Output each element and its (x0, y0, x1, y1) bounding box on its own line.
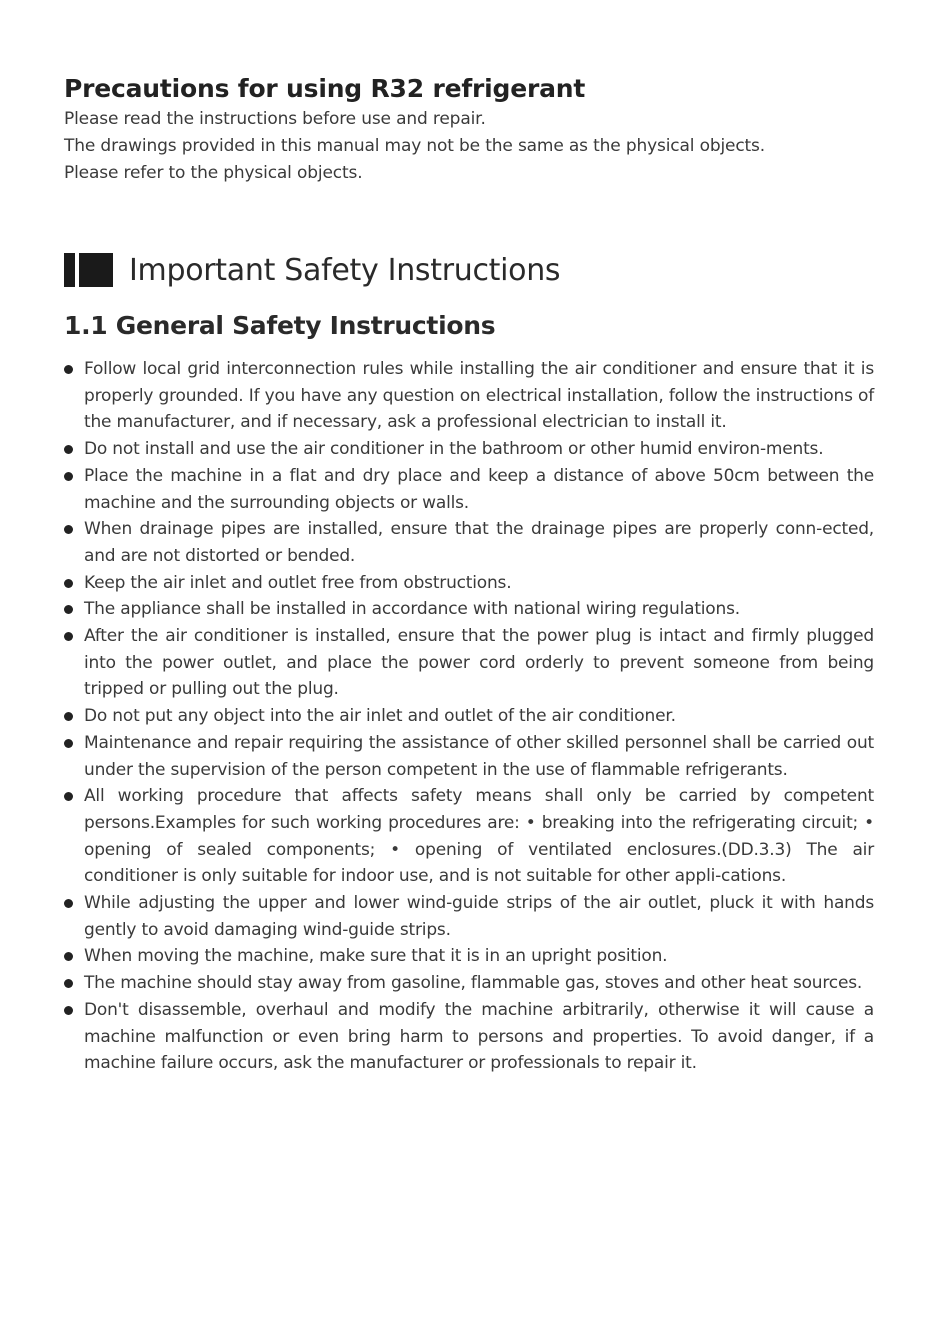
list-item-text: When drainage pipes are installed, ensure that the drainage pipes are properly conn-ected, and are not distorted or bended. (84, 519, 874, 566)
list-item-text: Follow local grid interconnection rules while installing the air conditioner and ensure that it is properly grounded. If you have any question on electrical installation, follow the instructions of the manufacturer, and if necessary, ask a professional electrician to install it. (84, 359, 874, 433)
list-item-text: Don't disassemble, overhaul and modify the machine arbitrarily, otherwise it will cause a machine malfunction or even bring harm to persons and properties. To avoid danger, if a machine failure occurs, ask the manufacturer or professionals to repair it. (84, 999, 874, 1074)
list-item (64, 623, 874, 703)
bullet-icon (64, 365, 73, 374)
bullet-icon (64, 979, 73, 988)
list-item (64, 516, 874, 569)
bullet-icon (64, 899, 73, 908)
bullet-icon (64, 525, 73, 534)
list-item (64, 436, 874, 463)
list-item-text: While adjusting the upper and lower wind-guide strips of the air outlet, pluck it with hands gently to avoid damaging wind-guide strips. (84, 893, 874, 940)
section-marker-bar (64, 253, 75, 287)
list-item-text: All working procedure that affects safety means shall only be carried by competent persons.Examples for such working procedures are: • breaking into the refrigerating circuit; • opening of sealed components; • opening of ventilated enclosures.(DD.3.3) The air conditioner is only suitable for indoor use, and is not suitable for other appli-cations. (84, 786, 874, 887)
precautions-line: The drawings provided in this manual may not be the same as the physical objects. (64, 136, 766, 156)
list-item-text: Keep the air inlet and outlet free from obstructions. (84, 572, 512, 593)
list-item (64, 730, 874, 783)
bullet-icon (64, 579, 73, 588)
list-item (64, 997, 874, 1077)
precautions-line: Please read the instructions before use and repair. (64, 109, 486, 129)
precautions-block (64, 72, 884, 187)
list-item (64, 890, 874, 943)
bullet-icon (64, 739, 73, 748)
list-item (64, 783, 874, 890)
bullet-icon (64, 792, 73, 801)
list-item-text: Maintenance and repair requiring the assistance of other skilled personnel shall be carried out under the supervision of the person competent in the use of flammable refrigerants. (84, 732, 874, 780)
list-item (64, 970, 874, 997)
bullet-icon (64, 1006, 73, 1015)
list-item (64, 596, 874, 623)
list-item-text: The machine should stay away from gasoline, flammable gas, stoves and other heat sources. (84, 973, 863, 994)
section-heading (64, 248, 560, 292)
safety-instructions-list (64, 356, 874, 1077)
list-item (64, 943, 874, 970)
list-item-text: Do not put any object into the air inlet and outlet of the air conditioner. (84, 706, 676, 727)
bullet-icon (64, 445, 73, 454)
bullet-icon (64, 952, 73, 961)
section-marker-square (79, 253, 113, 287)
bullet-icon (64, 712, 73, 721)
bullet-icon (64, 605, 73, 614)
list-item-text: Place the machine in a flat and dry place and keep a distance of above 50cm between the machine and the surrounding objects or walls. (84, 465, 874, 513)
bullet-icon (64, 472, 73, 481)
precautions-title: Precautions for using R32 refrigerant (64, 74, 586, 103)
list-item (64, 463, 874, 516)
list-item (64, 703, 874, 730)
list-item (64, 570, 874, 597)
list-item-text: After the air conditioner is installed, ensure that the power plug is intact and firmly plugged into the power outlet, and place the power cord orderly to prevent someone from being tripped or pulling out the plug. (84, 626, 874, 700)
list-item-text: The appliance shall be installed in accordance with national wiring regulations. (84, 599, 740, 620)
section-title: Important Safety Instructions (129, 252, 561, 288)
list-item-text: Do not install and use the air conditioner in the bathroom or other humid environ-ments. (84, 439, 824, 460)
list-item-text: When moving the machine, make sure that it is in an upright position. (84, 946, 668, 967)
precautions-line: Please refer to the physical objects. (64, 163, 363, 183)
list-item (64, 356, 874, 436)
bullet-icon (64, 632, 73, 641)
subsection-title: 1.1 General Safety Instructions (64, 311, 496, 340)
